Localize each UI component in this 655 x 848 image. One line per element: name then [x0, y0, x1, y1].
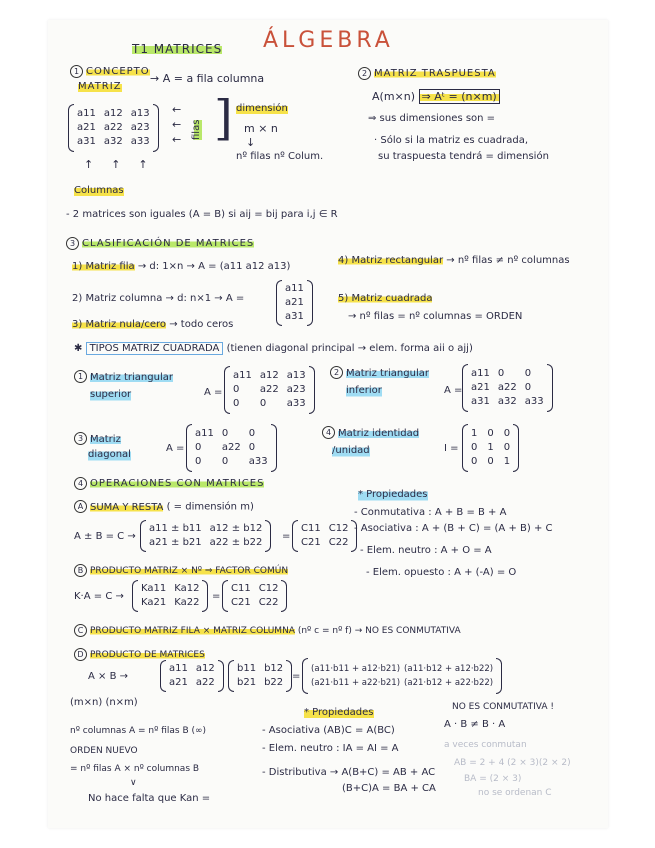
s4-heading	[74, 476, 264, 491]
s4b-heading: B PRODUCTO MATRIZ × Nº ⇒ FACTOR COMÚN	[74, 564, 288, 578]
note-arrow-icon: ∨	[130, 778, 137, 788]
t4-label-2: /unidad	[332, 445, 370, 456]
d-props-title: * Propiedades	[304, 707, 374, 718]
s3-tipos: ✱ TIPOS MATRIZ CUADRADA (tienen diagonal principal → elem. forma aii o ajj)	[74, 343, 473, 354]
t3-label-2: diagonal	[88, 449, 131, 460]
s3-item-5-rest: → nº filas = nº columnas = ORDEN	[348, 311, 523, 322]
s1-filas-label: filas	[191, 119, 202, 140]
m-cell: a11	[77, 108, 96, 119]
note-1: nº columnas A = nº filas B (∞)	[70, 726, 207, 736]
s4a-matrix: a11 ± b11 a12 ± b12 a21 ± b21 a22 ± b22	[140, 520, 271, 552]
equals-sign: =	[282, 531, 291, 542]
s2-number: 2	[358, 67, 371, 80]
s1-definition: → A = a fila columna	[150, 72, 265, 85]
s2-line-2: · Sólo si la matriz es cuadrada,	[374, 135, 529, 146]
prop-4: - Elem. opuesto : A + (-A) = O	[366, 567, 517, 578]
m-cell: a32	[103, 136, 123, 147]
s2-heading	[358, 66, 496, 81]
t4-matrix: 1 0 0 0 1 0 0 0 1	[462, 424, 519, 472]
prop-1: - Conmutativa : A + B = B + A	[354, 507, 507, 518]
col-arrows: ↑↑↑	[84, 158, 166, 171]
s4b-formula: K·A = C →	[74, 591, 124, 602]
m-cell: a33	[130, 136, 150, 147]
prop-2: - Asociativa : A + (B + C) = (A + B) + C	[354, 523, 553, 534]
s1-number: 1	[70, 65, 83, 78]
m-cell: a21	[77, 122, 96, 133]
t2-label: 2 Matriz triangular	[330, 366, 429, 381]
m-cell: a21	[285, 297, 304, 308]
s3-number: 3	[66, 237, 79, 250]
m-cell: a11	[285, 283, 304, 294]
s4b-matrix: Ka11 Ka12 Ka21 Ka22	[132, 580, 208, 612]
s3-col-vector	[276, 280, 313, 326]
s4-number: 4	[74, 477, 87, 490]
faint-note-3: BA = (2 × 3)	[464, 774, 522, 784]
s4a-result: C11 C12 C21 C22	[292, 520, 357, 552]
m-cell: a31	[285, 311, 304, 322]
t4-label: 4 Matriz identidad	[322, 426, 419, 441]
s1-label: CONCEPTO	[86, 66, 150, 77]
t2-label-2: inferior	[346, 385, 382, 396]
s1-nfilas: nº filas nº Colum.	[236, 151, 324, 162]
s4d-heading: D PRODUCTO DE MATRICES	[74, 648, 205, 662]
s4-label: OPERACIONES CON MATRICES	[90, 478, 265, 489]
t1-label: 1 Matriz triangular	[74, 370, 173, 385]
s2-line-1: ⇒ sus dimensiones son =	[368, 113, 496, 124]
s2-label: MATRIZ TRASPUESTA	[374, 68, 496, 79]
t4-eq: I =	[444, 443, 459, 454]
s3-heading	[66, 236, 254, 251]
s4d-result: (a11·b11 + a12·b21) (a11·b12 + a12·b22) (a21·b11 + a22·b21) (a21·b12 + a22·b22)	[302, 658, 502, 694]
faint-note-2: AB = 2 + 4 (2 × 3)(2 × 2)	[454, 758, 571, 768]
equals-sign: =	[292, 671, 301, 682]
t2-matrix: a11 0 0 a21 a22 0 a31 a32 a33	[462, 364, 553, 412]
s3-item-5: 5) Matriz cuadrada	[338, 293, 433, 304]
t1-label-2: superior	[90, 389, 132, 400]
row-arrows: ← ← ←	[172, 103, 182, 146]
s3-item-3: 3) Matriz nula/cero → todo ceros	[72, 319, 234, 330]
s3-item-1: 1) Matriz fila → d: 1×n → A = (a11 a12 a13)	[72, 261, 291, 272]
s2-line-3: su traspuesta tendrá = dimensión	[378, 151, 549, 162]
s1-matrix	[68, 104, 159, 152]
s1-columnas: Columnas	[74, 185, 124, 196]
faint-note-4: no se ordenan C	[478, 788, 552, 798]
s1-heading	[70, 64, 150, 79]
t1-eq: A =	[204, 387, 223, 398]
equals-sign: =	[212, 591, 221, 602]
topic-heading: T1 MATRICES	[132, 42, 223, 56]
notes-page	[48, 20, 608, 828]
t3-label: 3 Matriz	[74, 432, 121, 447]
prop-3: - Elem. neutro : A + O = A	[360, 545, 492, 556]
s1-mxn: m × n	[244, 122, 278, 135]
s3-label: CLASIFICACIÓN DE MATRICES	[82, 238, 255, 249]
m-cell: a12	[103, 108, 123, 119]
d-prop-3: - Distributiva → A(B+C) = AB + AC	[262, 767, 436, 778]
s4d-matA: a11 a12 a21 a22	[160, 660, 224, 692]
s4d-formula: A × B →	[88, 671, 128, 682]
m-cell: a31	[77, 136, 96, 147]
faint-note-1: a veces conmutan	[444, 740, 527, 750]
s4d-matB: b11 b12 b21 b22	[228, 660, 292, 692]
s3-item-2: 2) Matriz columna → d: n×1 → A =	[72, 293, 245, 304]
m-cell: a22	[103, 122, 123, 133]
t2-eq: A =	[444, 385, 463, 396]
props-title: * Propiedades	[358, 489, 428, 500]
s2-formula: A(m×n) ⇒ Aᵗ = (n×m)	[372, 90, 500, 104]
note-3: = nº filas A × nº columnas B	[70, 764, 200, 774]
note-4: No hace falta que Kan =	[88, 793, 211, 804]
s1-dimension: dimensión	[236, 103, 288, 114]
down-arrow-icon: ↓	[246, 136, 256, 149]
s1-equal-rule: - 2 matrices son iguales (A = B) si aij = bij para i,j ∈ R	[66, 209, 338, 220]
m-cell: a13	[130, 108, 150, 119]
s4b-result: C11 C12 C21 C22	[222, 580, 287, 612]
ab-neq: A · B ≠ B · A	[444, 719, 506, 730]
t3-eq: A =	[166, 443, 185, 454]
m-cell: a23	[130, 122, 150, 133]
s4a-formula: A ± B = C →	[74, 531, 136, 542]
d-prop-3b: (B+C)A = BA + CA	[342, 783, 436, 794]
s4a-heading: A SUMA Y RESTA ( = dimensión m)	[74, 500, 254, 515]
s1-label-2: MATRIZ	[78, 81, 122, 92]
no-conmutativa: NO ES CONMUTATIVA !	[452, 702, 555, 712]
brace-icon: ]	[214, 90, 233, 146]
t3-matrix: a11 0 0 0 a22 0 0 0 a33	[186, 424, 277, 472]
t1-matrix: a11 a12 a13 0 a22 a23 0 0 a33	[224, 366, 315, 414]
page-title: ÁLGEBRA	[263, 28, 394, 53]
d-prop-1: - Asociativa (AB)C = A(BC)	[262, 725, 395, 736]
d-prop-2: - Elem. neutro : IA = AI = A	[262, 743, 399, 754]
s3-item-4: 4) Matriz rectangular → nº filas ≠ nº columnas	[338, 255, 570, 266]
s4c-heading: C PRODUCTO MATRIZ FILA × MATRIZ COLUMNA (nº c = nº f) → NO ES CONMUTATIVA	[74, 624, 461, 638]
note-2: ORDEN NUEVO	[70, 746, 138, 756]
s4d-dims: (m×n) (n×m)	[70, 697, 138, 708]
